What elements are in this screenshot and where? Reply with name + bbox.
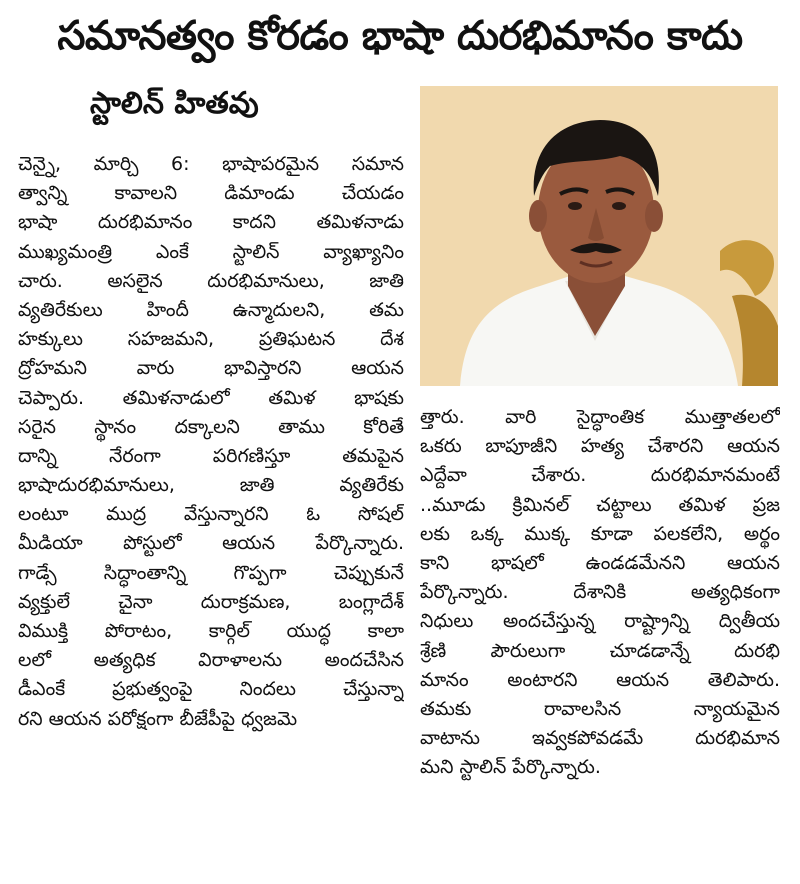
article-text-line: రని ఆయన పరోక్షంగా బీజేపీపై ధ్వజమె	[18, 707, 298, 730]
article-text-line: ద్రోహమని వారు భావిస్తారని ఆయన	[18, 357, 404, 380]
article-text-line: పేర్కొన్నారు. దేశానికి అత్యధికంగా	[420, 581, 780, 604]
right-ear	[645, 200, 663, 232]
article-text-line: మని స్టాలిన్ పేర్కొన్నారు.	[420, 756, 601, 779]
article-text-line: మానం అంటారని ఆయన తెలిపారు.	[420, 668, 780, 691]
article-text-line: లకు ఒక్క ముక్క కూడా పలకలేని, అర్థం	[420, 522, 780, 545]
article-text-line: గాడ్సే సిద్ధాంతాన్ని గొప్పగా చెప్పుకునే	[18, 561, 404, 584]
article-text-line: వ్యతిరేకులు హిందీ ఉన్మాదులని, తమ	[18, 298, 404, 321]
article-text-line: సరైన స్థానం దక్కాలని తాము కోరితే	[18, 415, 404, 438]
article-text-line: భాషా దురభిమానం కాదని తమిళనాడు	[18, 211, 404, 234]
article-text-line: త్తారు. వారి సైద్ధాంతిక ముత్తాతలలో	[420, 406, 780, 428]
article-text-line: నిధులు అందచేస్తున్న రాష్ట్రాన్ని ద్వితీయ	[420, 610, 780, 633]
article-text-line: విముక్తి పోరాటం, కార్గిల్ యుద్ధ కాలా	[18, 620, 404, 642]
article-text-line: వాటాను ఇవ్వకపోవడమే దురభిమాన	[420, 727, 780, 750]
article-text-line: మీడియా పోస్టులో ఆయన పేర్కొన్నారు.	[18, 532, 404, 555]
article-text-line: లలో అత్యధిక విరాళాలను అందచేసిన	[18, 649, 404, 672]
left-eye	[568, 202, 582, 210]
article-text-line: శ్రేణి పౌరులుగా చూడడాన్నే దురభి	[420, 639, 780, 662]
article-text-line: భాషాదురభిమానులు, జాతి వ్యతిరేకు	[18, 474, 404, 497]
article-text-line: త్వాన్ని కావాలని డిమాండు చేయడం	[18, 182, 404, 205]
article-text-line: ఎద్దేవా చేశారు. దురభిమానమంటే	[420, 464, 780, 487]
article-text-line: హక్కులు సహజమని, ప్రతిఘటన దేశ	[18, 328, 404, 351]
article-text-line: చెన్నై, మార్చి 6: భాషాపరమైన సమాన	[18, 153, 404, 175]
article-text-line: దాన్ని నేరంగా పరిగణిస్తూ తమపైన	[18, 444, 404, 467]
article-text-line: కాని భాషలో ఉండడమేనని ఆయన	[420, 551, 780, 574]
article-body-right-column	[420, 403, 780, 782]
portrait-illustration	[420, 86, 778, 386]
subheadline: స్టాలిన్ హితవు	[90, 86, 259, 121]
article-text-line: ముఖ్యమంత్రి ఎంకే స్టాలిన్ వ్యాఖ్యానిం	[18, 240, 404, 263]
article-text-line: చెప్పారు. తమిళనాడులో తమిళ భాషకు	[18, 386, 404, 409]
article-text-line: ..మూడు క్రిమినల్ చట్టాలు తమిళ ప్రజ	[420, 493, 780, 516]
left-ear	[529, 200, 547, 232]
article-body-left-column	[18, 150, 404, 734]
article-text-line: లంటూ ముద్ర వేస్తున్నారని ఓ సోషల్	[18, 503, 404, 526]
headline: సమానత్వం కోరడం భాషా దురభిమానం కాదు	[57, 13, 743, 59]
article-text-line: తమకు రావాలసిన న్యాయమైన	[420, 697, 780, 720]
portrait-photo	[420, 86, 778, 386]
article-text-line: చారు. అసలైన దురభిమానులు, జాతి	[18, 269, 404, 292]
right-eye	[612, 202, 626, 210]
article-text-line: డీఎంకే ప్రభుత్వంపై నిందలు చేస్తున్నా	[18, 678, 404, 701]
article-text-line: వ్యక్తులే చైనా దురాక్రమణ, బంగ్లాదేశ్	[18, 590, 404, 613]
article-text-line: ఒకరు బాపూజీని హత్య చేశారని ఆయన	[420, 435, 780, 458]
